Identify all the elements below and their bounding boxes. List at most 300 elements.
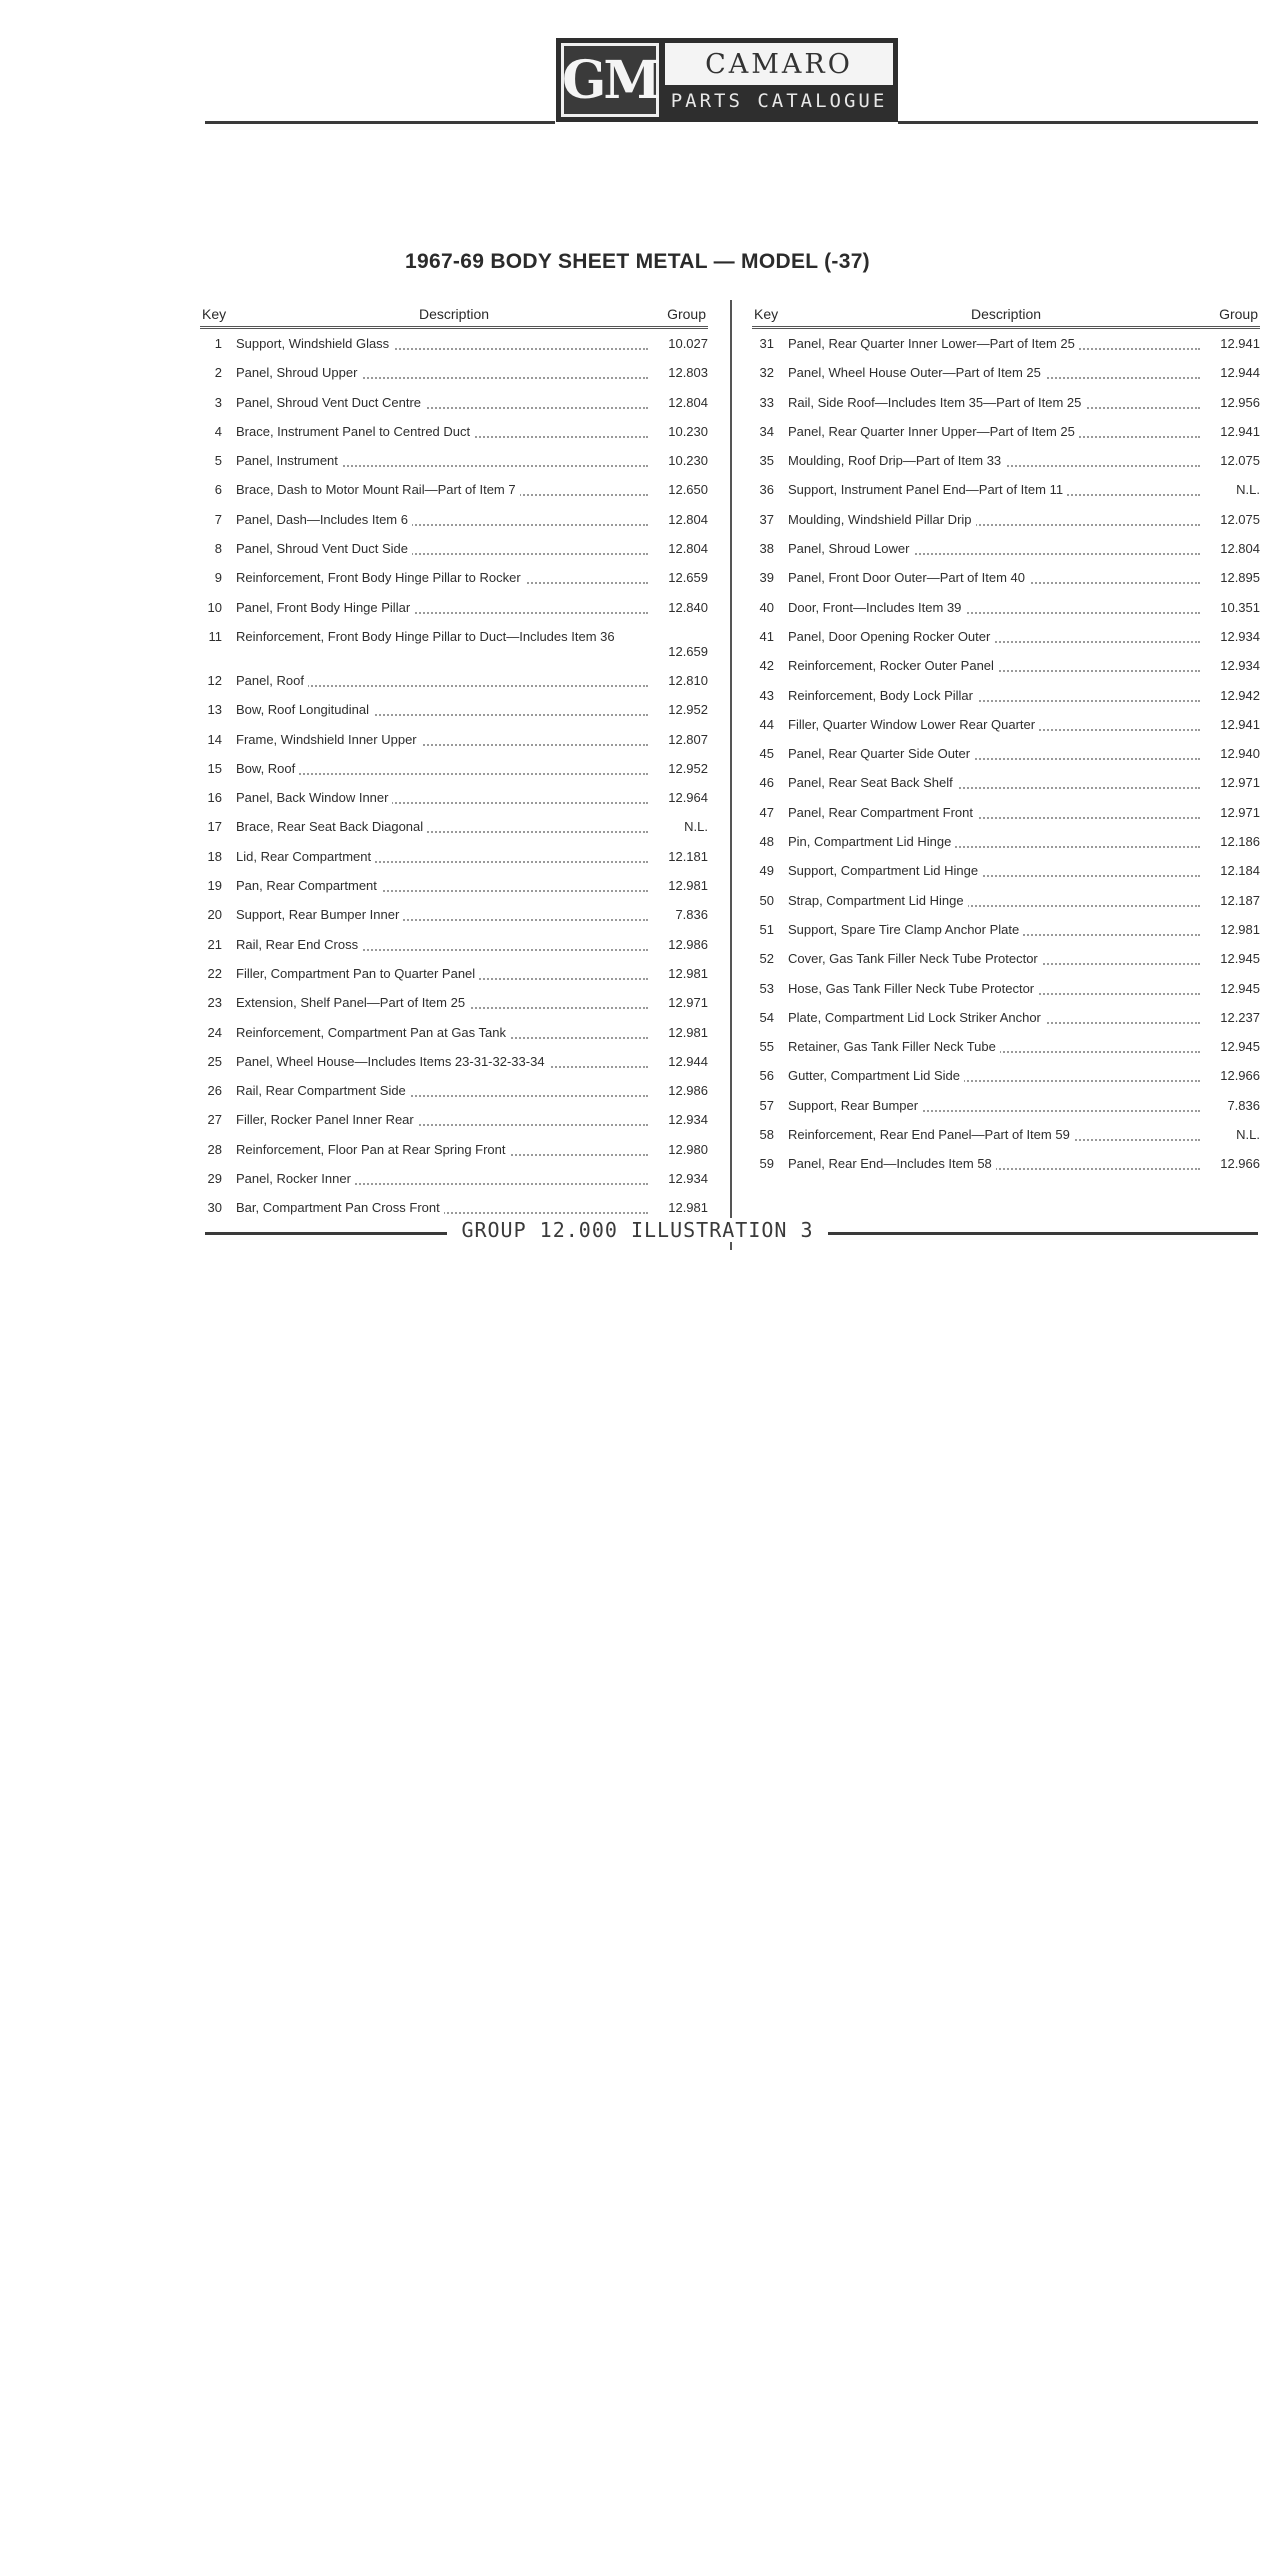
table-row — [200, 930, 708, 959]
part-group: 12.934 — [668, 1171, 708, 1187]
part-description-cell — [774, 475, 1204, 497]
part-description-cell — [774, 505, 1204, 527]
part-key: 25 — [207, 1053, 222, 1069]
part-group: 12.980 — [668, 1141, 708, 1157]
header-rule-right — [898, 121, 1258, 124]
part-group: 12.964 — [668, 790, 708, 806]
part-description: Panel, Front Door Outer—Part of Item 40 — [788, 570, 1029, 585]
part-description: Retainer, Gas Tank Filler Neck Tube — [788, 1039, 1000, 1054]
part-description: Panel, Shroud Lower — [788, 541, 913, 556]
part-description-cell — [774, 1003, 1204, 1025]
part-group: 12.952 — [668, 760, 708, 776]
part-key: 6 — [214, 482, 222, 498]
part-group: 10.230 — [668, 453, 708, 469]
part-key: 47 — [759, 804, 774, 820]
logo-camaro-text: CAMARO — [665, 43, 893, 85]
table-row — [200, 329, 708, 358]
part-group: 12.945 — [1220, 980, 1260, 996]
part-group: N.L. — [1236, 482, 1260, 498]
part-key: 51 — [759, 921, 774, 937]
part-group: 12.986 — [668, 936, 708, 952]
table-row — [200, 622, 708, 666]
part-group: 7.836 — [1227, 1097, 1260, 1113]
header-key: Key — [754, 306, 779, 322]
part-group: 12.981 — [668, 965, 708, 981]
part-key: 48 — [759, 834, 774, 850]
table-row — [200, 1018, 708, 1047]
footer-text: GROUP 12.000 ILLUSTRATION 3 — [447, 1218, 827, 1242]
part-description-cell — [222, 725, 652, 747]
part-description: Hose, Gas Tank Filler Neck Tube Protector — [788, 981, 1038, 996]
table-row — [752, 827, 1260, 856]
part-description-cell — [222, 505, 652, 527]
part-description: Moulding, Windshield Pillar Drip — [788, 512, 976, 527]
part-description-cell — [774, 358, 1204, 380]
part-description-cell — [774, 388, 1204, 410]
part-key: 55 — [759, 1039, 774, 1055]
part-description-cell — [222, 358, 652, 380]
part-description: Panel, Back Window Inner — [236, 790, 392, 805]
part-description: Panel, Rear Compartment Front — [788, 805, 977, 820]
part-key: 11 — [208, 628, 222, 644]
part-description-cell — [774, 1149, 1204, 1171]
part-key: 12 — [207, 672, 222, 688]
part-description-cell — [222, 388, 652, 410]
part-group: 10.351 — [1220, 599, 1260, 615]
part-description: Support, Rear Bumper — [788, 1098, 922, 1113]
table-row — [200, 1164, 708, 1193]
table-row — [200, 388, 708, 417]
part-key: 24 — [207, 1024, 222, 1040]
table-row — [200, 534, 708, 563]
part-description: Reinforcement, Rear End Panel—Part of Item 59 — [788, 1127, 1074, 1142]
header-group: Group — [1219, 306, 1258, 322]
part-description-cell — [774, 563, 1204, 585]
part-description-cell — [222, 1047, 652, 1069]
part-description: Panel, Instrument — [236, 453, 342, 468]
part-description-cell — [222, 812, 652, 834]
part-description-cell — [222, 446, 652, 468]
table-row — [752, 710, 1260, 739]
part-description: Panel, Dash—Includes Item 6 — [236, 512, 412, 527]
part-description: Support, Instrument Panel End—Part of Item 11 — [788, 482, 1067, 497]
part-key: 46 — [759, 775, 774, 791]
part-description: Rail, Side Roof—Includes Item 35—Part of Item 25 — [788, 395, 1085, 410]
part-description-cell — [774, 417, 1204, 439]
part-key: 27 — [207, 1112, 222, 1128]
part-group: 10.027 — [668, 336, 708, 351]
part-group: 12.981 — [1220, 921, 1260, 937]
part-group: 12.981 — [668, 878, 708, 894]
table-row — [200, 754, 708, 783]
table-row — [752, 622, 1260, 651]
part-group: 12.945 — [1220, 1039, 1260, 1055]
table-row — [752, 505, 1260, 534]
part-description-cell — [774, 1061, 1204, 1083]
part-group: 12.981 — [668, 1200, 708, 1216]
part-key: 17 — [207, 819, 222, 835]
part-description-cell — [222, 1164, 652, 1186]
part-description: Bow, Roof — [236, 761, 299, 776]
table-row — [752, 856, 1260, 885]
part-key: 56 — [759, 1068, 774, 1084]
part-group: 12.237 — [1220, 1009, 1260, 1025]
part-description-cell — [222, 900, 652, 922]
part-group: 12.941 — [1220, 336, 1260, 351]
part-description-cell — [222, 475, 652, 497]
header-group: Group — [667, 306, 706, 322]
part-group: 10.230 — [668, 423, 708, 439]
table-row — [752, 329, 1260, 358]
part-description: Filler, Compartment Pan to Quarter Panel — [236, 966, 479, 981]
part-description-cell — [774, 974, 1204, 996]
part-key: 20 — [207, 907, 222, 923]
part-description: Brace, Rear Seat Back Diagonal — [236, 819, 427, 834]
part-key: 53 — [759, 980, 774, 996]
part-description: Bar, Compartment Pan Cross Front — [236, 1200, 444, 1215]
part-description-cell — [774, 534, 1204, 556]
part-description: Support, Spare Tire Clamp Anchor Plate — [788, 922, 1023, 937]
part-description-cell — [774, 739, 1204, 761]
part-key: 22 — [207, 965, 222, 981]
part-key: 50 — [759, 892, 774, 908]
part-group: 12.981 — [668, 1024, 708, 1040]
part-description-cell — [222, 695, 652, 717]
part-description-cell — [774, 827, 1204, 849]
part-key: 33 — [759, 394, 774, 410]
part-description-cell — [774, 1032, 1204, 1054]
part-group: 12.650 — [668, 482, 708, 498]
table-row — [752, 768, 1260, 797]
part-description-cell — [222, 1193, 652, 1215]
part-key: 3 — [214, 394, 222, 410]
part-key: 13 — [207, 702, 222, 718]
part-key: 19 — [207, 878, 222, 894]
header-description: Description — [418, 306, 490, 322]
part-key: 29 — [207, 1171, 222, 1187]
table-row — [752, 388, 1260, 417]
part-description: Reinforcement, Floor Pan at Rear Spring Front — [236, 1142, 510, 1157]
table-row — [200, 1135, 708, 1164]
part-description-cell — [222, 1076, 652, 1098]
part-description-cell — [222, 1105, 652, 1127]
part-key: 44 — [759, 716, 774, 732]
part-key: 30 — [207, 1200, 222, 1216]
part-group: 12.075 — [1220, 511, 1260, 527]
part-description-cell — [222, 417, 652, 439]
table-row — [200, 725, 708, 754]
table-row — [200, 446, 708, 475]
part-group: 12.804 — [1220, 541, 1260, 557]
part-group: 12.659 — [668, 643, 708, 659]
part-group: 12.944 — [1220, 365, 1260, 381]
table-row — [752, 475, 1260, 504]
part-key: 21 — [207, 936, 222, 952]
table-row — [200, 871, 708, 900]
part-description: Reinforcement, Front Body Hinge Pillar to Duct—Includes Item 36 — [236, 629, 619, 644]
part-group: 12.934 — [1220, 628, 1260, 644]
part-description-cell — [774, 944, 1204, 966]
part-description: Panel, Rear Quarter Inner Lower—Part of Item 25 — [788, 336, 1079, 351]
part-key: 28 — [207, 1141, 222, 1157]
part-group: 12.840 — [668, 599, 708, 615]
table-row — [200, 593, 708, 622]
table-row — [200, 666, 708, 695]
part-key: 41 — [759, 628, 774, 644]
part-description-cell — [222, 842, 652, 864]
part-description-cell — [774, 329, 1204, 351]
part-group: 12.895 — [1220, 570, 1260, 586]
part-key: 4 — [214, 423, 222, 439]
part-description-cell — [222, 988, 652, 1010]
part-key: 35 — [759, 453, 774, 469]
part-group: 12.804 — [668, 541, 708, 557]
part-description-cell — [774, 622, 1204, 644]
part-key: 32 — [759, 365, 774, 381]
part-group: 12.659 — [668, 570, 708, 586]
part-key: 40 — [759, 599, 774, 615]
part-key: 7 — [214, 511, 222, 527]
parts-list-right — [752, 329, 1260, 1179]
table-row — [752, 593, 1260, 622]
table-row — [200, 988, 708, 1017]
part-group: 12.966 — [1220, 1156, 1260, 1172]
part-description-cell — [774, 1120, 1204, 1142]
logo-text-block — [665, 43, 893, 117]
part-description-cell — [222, 1018, 652, 1040]
part-description-cell — [774, 768, 1204, 790]
column-divider — [730, 300, 732, 1250]
part-description-cell — [222, 593, 652, 615]
part-group: 12.956 — [1220, 394, 1260, 410]
part-group: 12.186 — [1220, 834, 1260, 850]
part-group: 12.810 — [668, 672, 708, 688]
part-key: 58 — [759, 1127, 774, 1143]
part-key: 23 — [207, 995, 222, 1011]
table-row — [752, 1091, 1260, 1120]
part-description: Gutter, Compartment Lid Side — [788, 1068, 964, 1083]
table-header — [752, 302, 1260, 329]
part-key: 36 — [759, 482, 774, 498]
part-group: 12.966 — [1220, 1068, 1260, 1084]
part-description-cell — [222, 1135, 652, 1157]
part-key: 45 — [759, 746, 774, 762]
table-row — [752, 1061, 1260, 1090]
part-description: Lid, Rear Compartment — [236, 849, 375, 864]
part-description: Panel, Rear Quarter Side Outer — [788, 746, 974, 761]
part-key: 15 — [207, 760, 222, 776]
part-description-cell — [774, 681, 1204, 703]
part-description: Bow, Roof Longitudinal — [236, 702, 373, 717]
part-key: 34 — [759, 423, 774, 439]
part-description-cell — [222, 930, 652, 952]
part-description: Reinforcement, Rocker Outer Panel — [788, 658, 998, 673]
part-key: 42 — [759, 658, 774, 674]
part-group: 12.075 — [1220, 453, 1260, 469]
table-row — [200, 783, 708, 812]
part-description: Panel, Shroud Vent Duct Side — [236, 541, 412, 556]
part-description: Panel, Rear Quarter Inner Upper—Part of Item 25 — [788, 424, 1079, 439]
part-description-cell — [774, 710, 1204, 732]
part-group: 12.184 — [1220, 863, 1260, 879]
table-row — [752, 417, 1260, 446]
table-row — [200, 812, 708, 841]
table-row — [200, 842, 708, 871]
part-description: Plate, Compartment Lid Lock Striker Anchor — [788, 1010, 1045, 1025]
table-row — [752, 974, 1260, 1003]
table-row — [752, 1149, 1260, 1178]
table-row — [200, 900, 708, 929]
table-row — [752, 1032, 1260, 1061]
part-description: Brace, Dash to Motor Mount Rail—Part of Item 7 — [236, 482, 520, 497]
part-description-cell — [774, 886, 1204, 908]
part-description: Extension, Shelf Panel—Part of Item 25 — [236, 995, 469, 1010]
part-description-cell — [774, 1091, 1204, 1113]
part-description: Pan, Rear Compartment — [236, 878, 381, 893]
table-row — [752, 798, 1260, 827]
table-row — [752, 944, 1260, 973]
logo-catalogue-text: PARTS CATALOGUE — [670, 90, 888, 112]
part-description: Filler, Quarter Window Lower Rear Quarter — [788, 717, 1039, 732]
table-row — [200, 505, 708, 534]
part-description: Filler, Rocker Panel Inner Rear — [236, 1112, 418, 1127]
part-key: 49 — [759, 863, 774, 879]
part-key: 8 — [214, 541, 222, 557]
header-description: Description — [970, 306, 1042, 322]
table-row — [752, 1120, 1260, 1149]
table-row — [200, 1047, 708, 1076]
part-description: Reinforcement, Body Lock Pillar — [788, 688, 977, 703]
part-key: 43 — [759, 687, 774, 703]
part-group: 12.934 — [1220, 658, 1260, 674]
parts-table-left — [200, 302, 708, 1223]
part-description: Reinforcement, Front Body Hinge Pillar to Rocker — [236, 570, 525, 585]
part-key: 38 — [759, 541, 774, 557]
part-description: Brace, Instrument Panel to Centred Duct — [236, 424, 474, 439]
table-row — [200, 695, 708, 724]
part-description-cell — [222, 959, 652, 981]
part-description: Pin, Compartment Lid Hinge — [788, 834, 955, 849]
table-row — [752, 1003, 1260, 1032]
part-description: Moulding, Roof Drip—Part of Item 33 — [788, 453, 1005, 468]
header-key: Key — [202, 306, 227, 322]
part-description-cell — [222, 534, 652, 556]
part-key: 1 — [214, 336, 222, 351]
part-group: 12.971 — [1220, 804, 1260, 820]
part-group: 12.187 — [1220, 892, 1260, 908]
part-description: Panel, Front Body Hinge Pillar — [236, 600, 414, 615]
table-row — [200, 1076, 708, 1105]
part-description-cell — [222, 329, 652, 351]
part-group: 7.836 — [675, 907, 708, 923]
header-rule-left — [205, 121, 555, 124]
part-group: 12.804 — [668, 511, 708, 527]
part-description: Panel, Wheel House Outer—Part of Item 25 — [788, 365, 1045, 380]
part-group: 12.971 — [1220, 775, 1260, 791]
table-row — [752, 739, 1260, 768]
part-key: 5 — [214, 453, 222, 469]
part-group: 12.940 — [1220, 746, 1260, 762]
part-description: Panel, Roof — [236, 673, 308, 688]
part-description: Panel, Rear End—Includes Item 58 — [788, 1156, 996, 1171]
part-description: Reinforcement, Compartment Pan at Gas Tank — [236, 1025, 510, 1040]
part-key: 16 — [207, 790, 222, 806]
table-row — [752, 358, 1260, 387]
table-row — [752, 915, 1260, 944]
part-key: 2 — [214, 365, 222, 381]
part-description: Strap, Compartment Lid Hinge — [788, 893, 968, 908]
table-row — [752, 446, 1260, 475]
part-description-cell — [222, 871, 652, 893]
part-key: 52 — [759, 951, 774, 967]
page-title: 1967-69 BODY SHEET METAL — MODEL (-37) — [405, 250, 870, 273]
part-description: Panel, Shroud Upper — [236, 365, 361, 380]
part-group: 12.942 — [1220, 687, 1260, 703]
part-group: 12.944 — [668, 1053, 708, 1069]
table-row — [752, 563, 1260, 592]
part-key: 59 — [759, 1156, 774, 1172]
part-description: Panel, Rocker Inner — [236, 1171, 355, 1186]
part-group: 12.971 — [668, 995, 708, 1011]
table-header — [200, 302, 708, 329]
part-group: 12.803 — [668, 365, 708, 381]
part-group: 12.952 — [668, 702, 708, 718]
part-description-cell — [222, 666, 652, 688]
part-group: N.L. — [1236, 1127, 1260, 1143]
part-description: Rail, Rear End Cross — [236, 937, 362, 952]
table-row — [200, 563, 708, 592]
table-row — [752, 886, 1260, 915]
part-description-cell — [774, 798, 1204, 820]
part-key: 37 — [759, 511, 774, 527]
part-description: Door, Front—Includes Item 39 — [788, 600, 965, 615]
part-description: Panel, Wheel House—Includes Items 23-31-32-33-34 — [236, 1054, 549, 1069]
part-group: 12.934 — [668, 1112, 708, 1128]
table-row — [200, 1105, 708, 1134]
part-key: 18 — [207, 848, 222, 864]
part-key: 54 — [759, 1009, 774, 1025]
part-description: Panel, Shroud Vent Duct Centre — [236, 395, 425, 410]
gm-logo-mark: GM — [561, 43, 659, 117]
part-description: Support, Compartment Lid Hinge — [788, 863, 982, 878]
part-group: 12.804 — [668, 394, 708, 410]
part-group: 12.941 — [1220, 423, 1260, 439]
part-description-cell — [222, 754, 652, 776]
part-description-cell — [774, 856, 1204, 878]
table-row — [200, 358, 708, 387]
part-description: Cover, Gas Tank Filler Neck Tube Protector — [788, 951, 1042, 966]
part-group: 12.945 — [1220, 951, 1260, 967]
part-description: Frame, Windshield Inner Upper — [236, 732, 421, 747]
part-group: 12.807 — [668, 731, 708, 747]
part-key: 57 — [759, 1097, 774, 1113]
part-description: Rail, Rear Compartment Side — [236, 1083, 410, 1098]
part-group: 12.986 — [668, 1083, 708, 1099]
part-description-cell — [222, 622, 652, 644]
part-key: 9 — [214, 570, 222, 586]
table-row — [752, 534, 1260, 563]
part-description-cell — [774, 593, 1204, 615]
part-description-cell — [222, 563, 652, 585]
parts-table-right — [752, 302, 1260, 1179]
part-key: 39 — [759, 570, 774, 586]
part-description: Support, Rear Bumper Inner — [236, 907, 403, 922]
part-key: 14 — [207, 731, 222, 747]
table-row — [752, 651, 1260, 680]
part-group: 12.941 — [1220, 716, 1260, 732]
part-description: Panel, Door Opening Rocker Outer — [788, 629, 994, 644]
table-row — [200, 475, 708, 504]
